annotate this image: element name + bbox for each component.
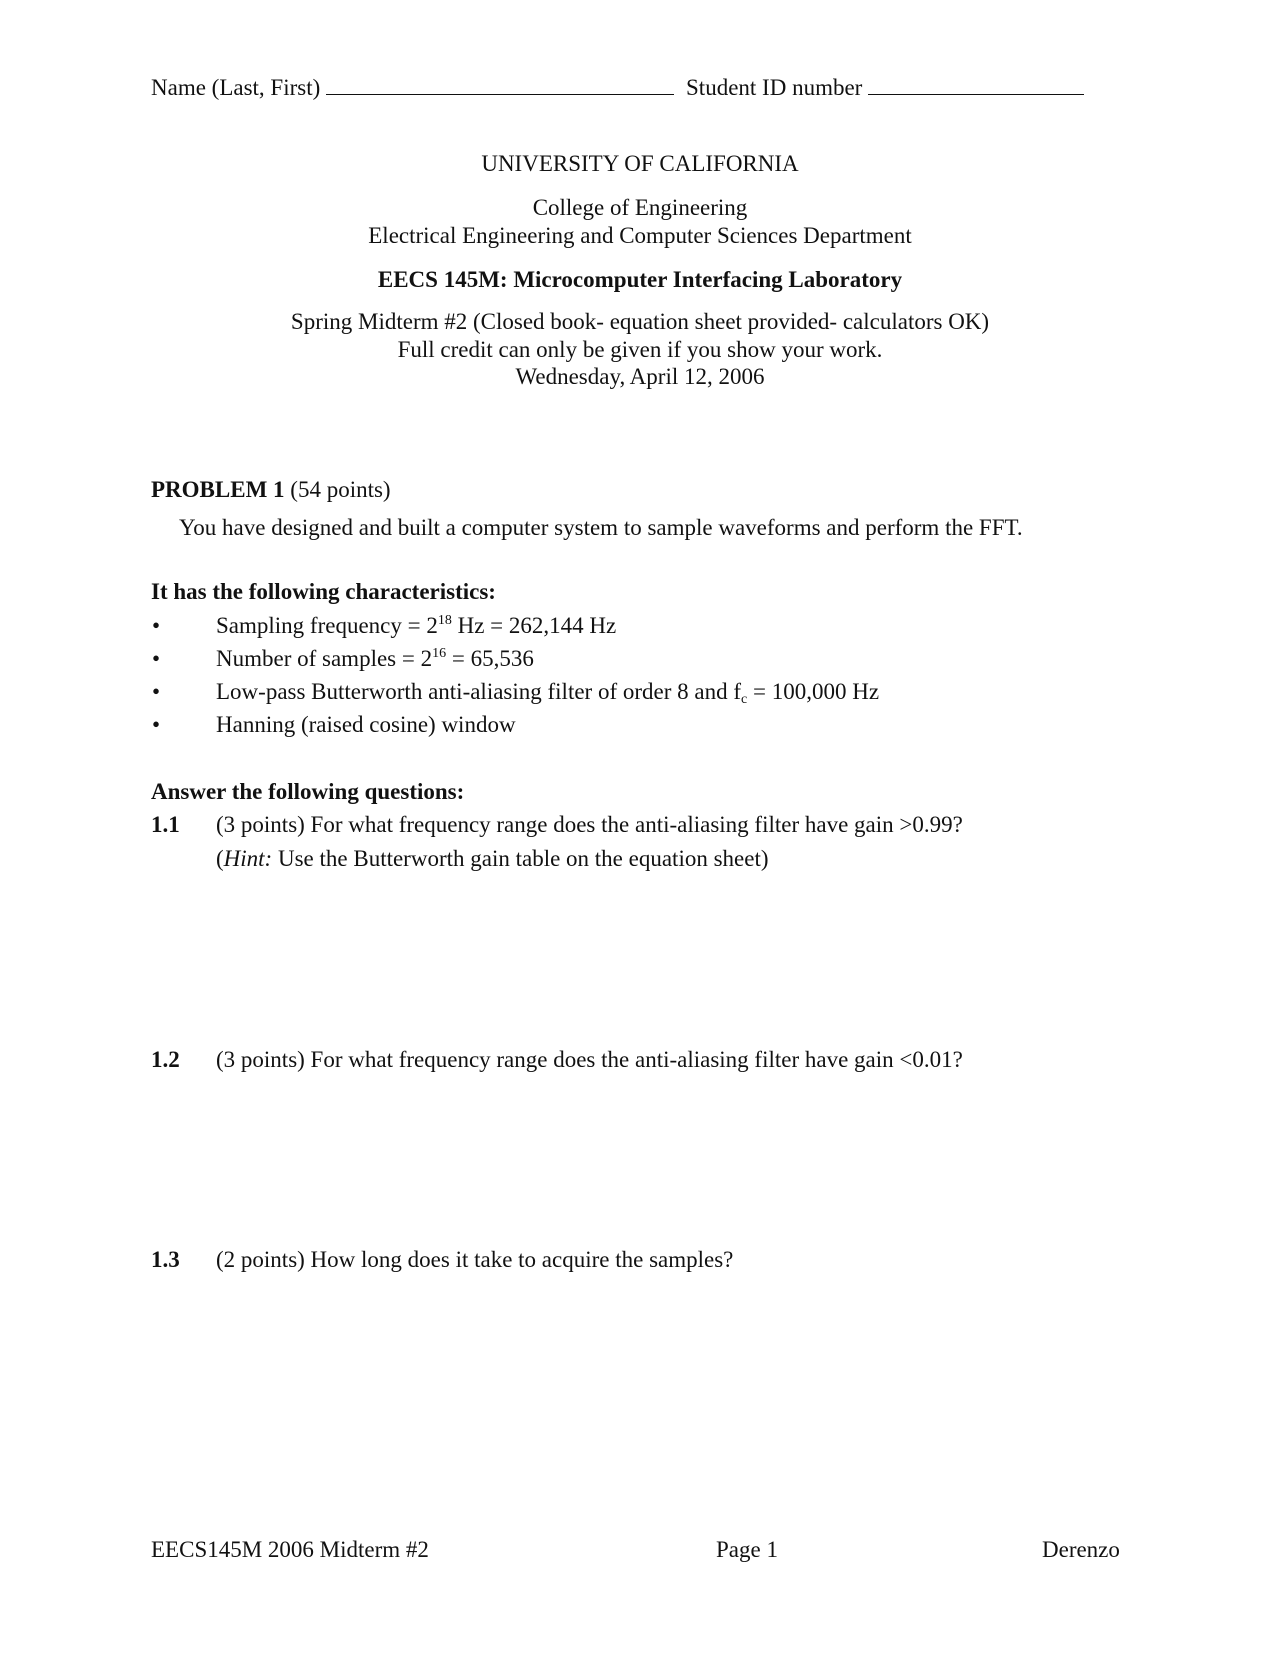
characteristic-window: Hanning (raised cosine) window: [216, 712, 516, 737]
question-number: 1.2: [151, 1047, 180, 1072]
department-title: Electrical Engineering and Computer Sciences Department: [368, 223, 912, 248]
problem-heading: [151, 476, 391, 504]
footer-left: EECS145M 2006 Midterm #2: [151, 1537, 429, 1562]
questions-heading: Answer the following questions:: [151, 779, 465, 804]
question-number: 1.1: [151, 812, 180, 837]
student-id-label: Student ID number: [686, 75, 863, 100]
bullet-icon: •: [152, 712, 161, 737]
characteristic-filter: Low-pass Butterworth anti-aliasing filter of order 8 and $f_c = 100,000$ Hz: [216, 679, 880, 707]
course-title: EECS 145M: Microcomputer Interfacing Laboratory: [377, 267, 903, 292]
work-note: Full credit can only be given if you show your work.: [397, 337, 883, 362]
bullet-icon: •: [152, 679, 161, 704]
problem-points: (54 points): [290, 477, 391, 502]
question-text: (2 points) How long does it take to acquire the samples?: [216, 1247, 734, 1272]
bullet-icon: •: [152, 646, 161, 671]
question-text: (3 points) For what frequency range does the anti-aliasing filter have gain <0.01?: [216, 1047, 963, 1072]
college-title: College of Engineering: [532, 195, 748, 220]
name-label: Name (Last, First): [151, 75, 321, 100]
characteristic-number-of-samples: Number of samples = $2^{16} = 65,536$: [216, 646, 534, 671]
student-id-blank[interactable]: [868, 74, 1084, 95]
question-number: 1.3: [151, 1247, 180, 1272]
exam-info: Spring Midterm #2 (Closed book- equation sheet provided- calculators OK): [290, 309, 990, 334]
question-hint: (Hint: Use the Butterworth gain table on the equation sheet): [216, 846, 769, 871]
problem-intro: You have designed and built a computer system to sample waveforms and perform the FFT.: [179, 515, 1023, 540]
university-title: UNIVERSITY OF CALIFORNIA: [481, 151, 799, 176]
characteristics-heading: It has the following characteristics:: [151, 579, 496, 604]
footer-page-number: Page 1: [716, 1537, 778, 1562]
footer-author: Derenzo: [1042, 1537, 1120, 1562]
name-blank[interactable]: [326, 74, 674, 95]
characteristic-sampling-frequency: Sampling frequency = $2^{18}$ Hz = 262,144 Hz: [216, 613, 617, 638]
header-line: [151, 74, 1084, 102]
bullet-icon: •: [152, 613, 161, 638]
question-text: (3 points) For what frequency range does the anti-aliasing filter have gain >0.99?: [216, 812, 963, 837]
exam-date: Wednesday, April 12, 2006: [515, 364, 765, 389]
problem-label: PROBLEM 1: [151, 477, 285, 502]
